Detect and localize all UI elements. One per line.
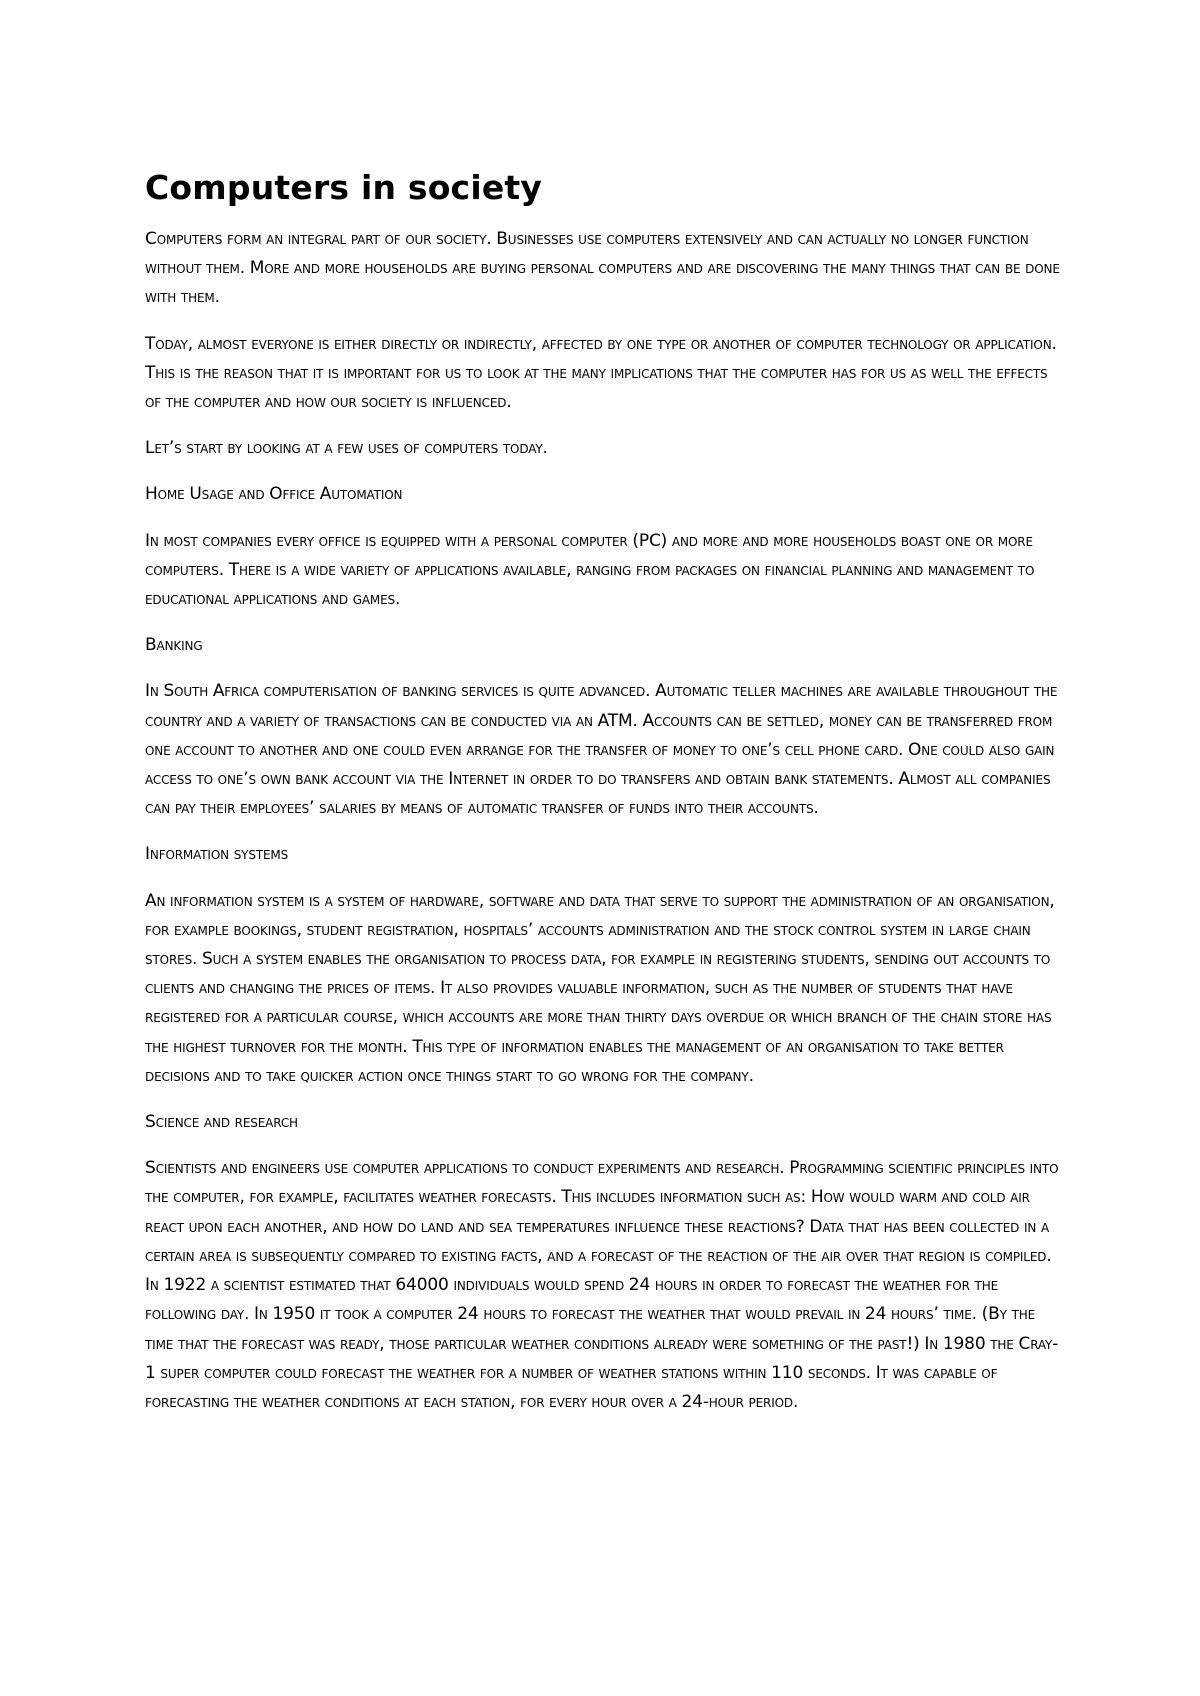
intro-paragraph-2: Today, almost everyone is either directly or indirectly, affected by one type or another of computer technology or application. This is the reason that it is important for us to look at the many implications that the computer has for us as well the effects of the computer and how our society is influenced. [145,333,1057,413]
section-heading-home-usage: Home Usage and Office Automation [145,484,403,505]
page-title: Computers in society [145,168,543,207]
intro-paragraph-1: Computers form an integral part of our society. Businesses use computers extensively and can actually no longer function without them. More and more households are buying personal computers and are discovering the many things that can be done with them. [145,229,1060,308]
section-body-home-usage: In most companies every office is equipped with a personal computer (PC) and more and more households boast one or more computers. There is a wide variety of applications available, ranging from packages on financial planning and management to educational applications and games. [145,530,1035,610]
section-heading-banking: Banking [145,635,203,656]
section-heading-information-systems: Information systems [145,844,289,865]
section-body-banking: In South Africa computerisation of banking services is quite advanced. Automatic teller machines are available throughout the country and a variety of transactions can be conducted via an ATM. Accounts can be settled, money can be transferred from one account to another and one could even arrange for the transfer of money to one’s cell phone card. One could also gain access to one’s own bank account via the Internet in order to do transfers and obtain bank statements. Almost all companies can pay their employees’ salaries by means of automatic transfer of funds into their accounts. [145,681,1058,819]
section-heading-science-research: Science and research [145,1112,298,1133]
document-page [145,168,1063,1434]
section-body-information-systems: An information system is a system of hardware, software and data that serve to support the administration of an organisation, for example bookings, student registration, hospitals’ accounts administration and the stock control system in large chain stores. Such a system enables the organisation to process data, for example in registering students, sending out accounts to clients and changing the prices of items. It also provides valuable information, such as the number of students that have registered for a particular course, which accounts are more than thirty days overdue or which branch of the chain store has the highest turnover for the month. This type of information enables the management of an organisation to take better decisions and to take quicker action once things start to go wrong for the company. [145,890,1055,1086]
intro-paragraph-3: Let’s start by looking at a few uses of computers today. [145,438,548,459]
section-body-science-research: Scientists and engineers use computer applications to conduct experiments and research. Programming scientific principles into the computer, for example, facilitates weather forecasts. This includes information such as: How would warm and cold air react upon each another, and how do land and sea temperatures influence these reactions? Data that has been collected in a certain area is subsequently compared to existing facts, and a forecast of the reaction of the air over that region is compiled. In 1922 a scientist estimated that 64000 individuals would spend 24 hours in order to forecast the weather for the following day. In 1950 it took a computer 24 hours to forecast the weather that would prevail in 24 hours’ time. (By the time that the forecast was ready, those particular weather conditions already were something of the past!) In 1980 the Cray-1 super computer could forecast the weather for a number of weather stations within 110 seconds. It was capable of forecasting the weather conditions at each station, for every hour over a 24-hour period. [145,1158,1059,1412]
